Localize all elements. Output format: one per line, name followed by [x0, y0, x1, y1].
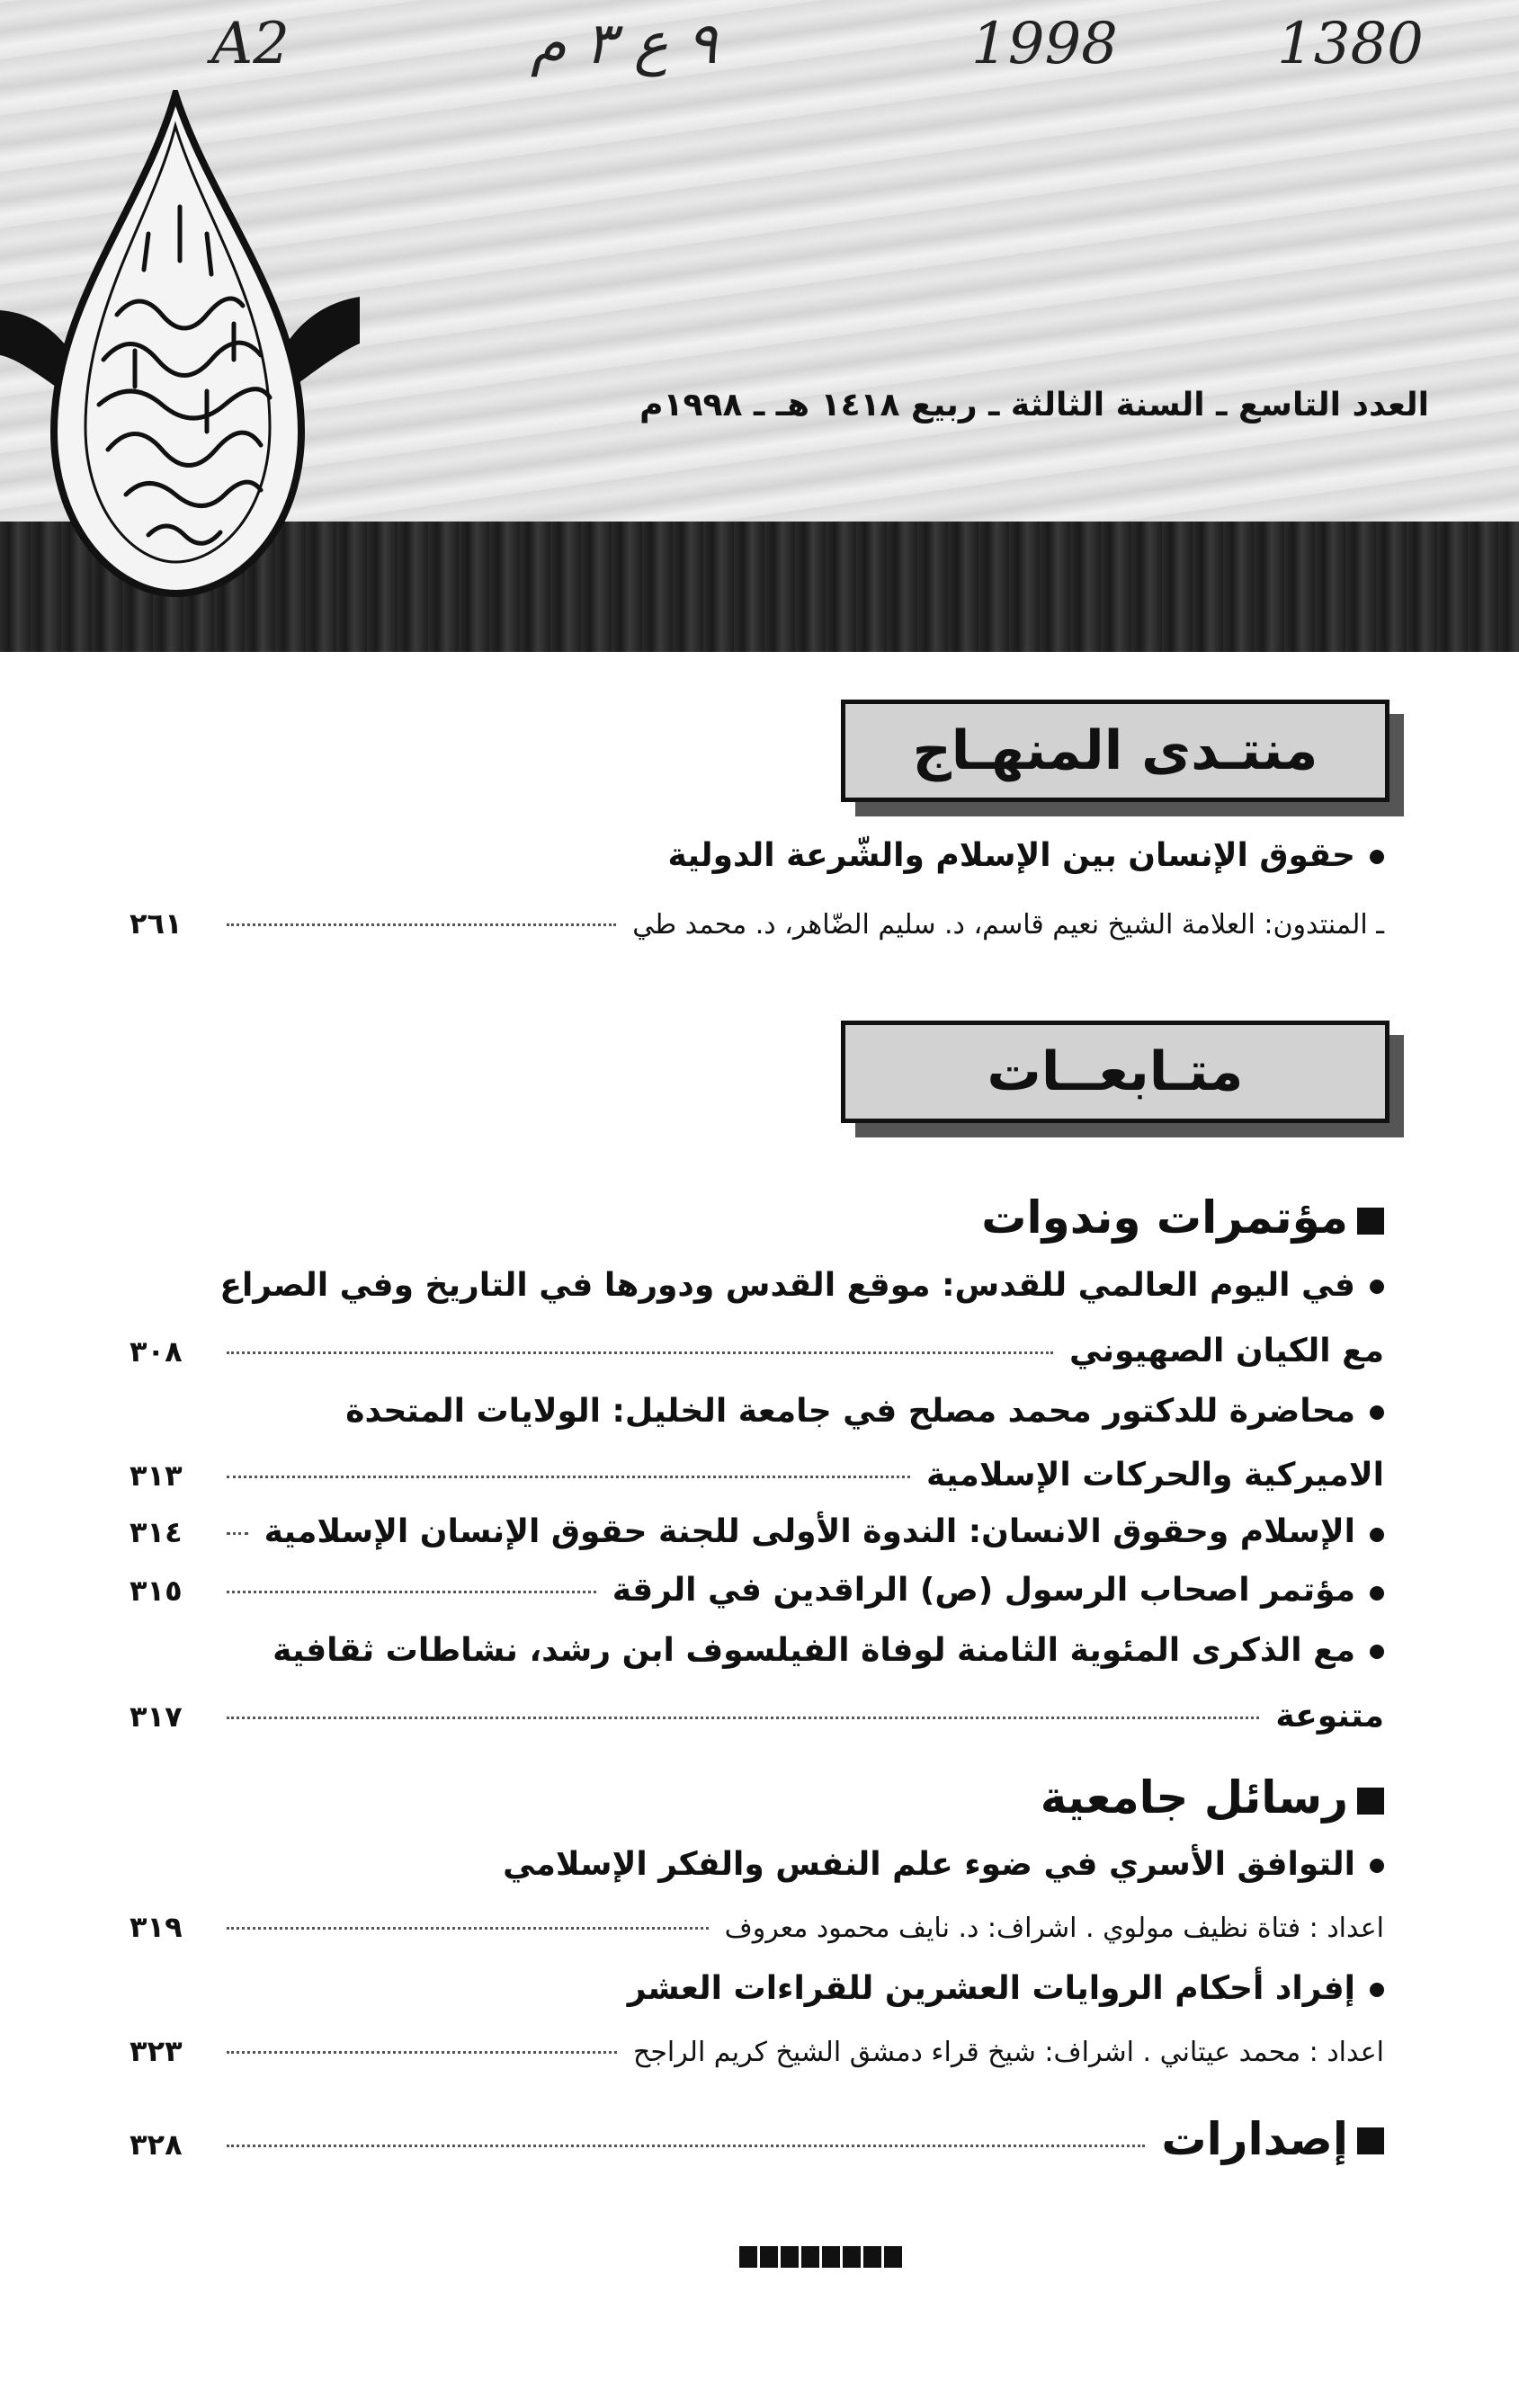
page-number: ٣٢٨ — [130, 2127, 183, 2162]
forum-item-sub: ـ المنتدون: العلامة الشيخ نعيم قاسم، د. سليم الضّاهر، د. محمد طي ٢٦١ — [130, 906, 1384, 941]
category-conferences: مؤتمرات وندوات — [981, 1191, 1384, 1244]
page-number: ٢٦١ — [130, 906, 183, 941]
page-number: ٣١٥ — [130, 1574, 183, 1608]
bullet-icon — [1370, 1645, 1384, 1659]
thesis-item-1-sub: اعداد : فتاة نظيف مولوي . اشراف: د. نايف محمود معروف ٣١٩ — [130, 1910, 1384, 1944]
conference-item-4: مؤتمر اصحاب الرسول (ص) الراقدين في الرقة ٣١٥ — [130, 1572, 1384, 1609]
section-title-forum: منتـدى المنهـاج — [841, 700, 1389, 802]
bullet-icon — [1370, 850, 1384, 864]
square-bullet-icon — [1357, 2127, 1384, 2154]
bullet-icon — [1370, 1983, 1384, 1997]
bottom-ornament — [739, 2246, 902, 2268]
thesis-item-2: إفراد أحكام الروايات العشرين للقراءات العشر — [130, 1969, 1384, 2008]
handwritten-note-year: 1998 — [971, 11, 1118, 77]
page-number: ٣١٩ — [130, 1910, 183, 1944]
square-bullet-icon — [1357, 1788, 1384, 1815]
page-number: ٣١٤ — [130, 1515, 183, 1549]
conference-item-2: محاضرة للدكتور محمد مصلح في جامعة الخليل: الولايات المتحدة — [130, 1392, 1384, 1431]
conference-item-1: في اليوم العالمي للقدس: موقع القدس ودورها في التاريخ وفي الصراع — [130, 1266, 1384, 1305]
category-theses: رسائل جامعية — [1041, 1771, 1384, 1824]
conference-item-1-cont: مع الكيان الصهيوني ٣٠٨ — [130, 1333, 1384, 1369]
conference-item-2-cont: الاميركية والحركات الإسلامية ٣١٣ — [130, 1457, 1384, 1494]
page-number: ٣١٧ — [130, 1699, 183, 1734]
bullet-icon — [1370, 1586, 1384, 1601]
section-title-follow-ups: متـابعــات — [841, 1021, 1389, 1123]
conference-item-5-cont: متنوعة ٣١٧ — [130, 1698, 1384, 1735]
handwritten-note-a2: A2 — [211, 11, 290, 77]
page-number: ٣١٣ — [130, 1458, 183, 1493]
thesis-item-2-sub: اعداد : محمد عيتاني . اشراف: شيخ قراء دمشق الشيخ كريم الراجح ٣٢٣ — [130, 2034, 1384, 2068]
bullet-icon — [1370, 1405, 1384, 1420]
page-number: ٣٠٨ — [130, 1334, 183, 1369]
square-bullet-icon — [1357, 1208, 1384, 1235]
category-publications: إصدارات ٣٢٨ — [130, 2113, 1384, 2165]
handwritten-note-number: 1380 — [1277, 11, 1424, 77]
handwritten-note-hijri: ٩ ع ٣ م — [531, 11, 718, 77]
bullet-icon — [1370, 1859, 1384, 1873]
issue-line: العدد التاسع ـ السنة الثالثة ـ ربيع ١٤١٨ هـ ـ ١٩٩٨م — [639, 387, 1429, 424]
bullet-icon — [1370, 1528, 1384, 1542]
page-number: ٣٢٣ — [130, 2034, 183, 2068]
bullet-icon — [1370, 1280, 1384, 1294]
conference-item-3: الإسلام وحقوق الانسان: الندوة الأولى للجنة حقوق الإنسان الإسلامية ٣١٤ — [130, 1513, 1384, 1550]
calligraphy-logo — [0, 90, 360, 629]
thesis-item-1: التوافق الأسري في ضوء علم النفس والفكر الإسلامي — [130, 1845, 1384, 1884]
conference-item-5: مع الذكرى المئوية الثامنة لوفاة الفيلسوف ابن رشد، نشاطات ثقافية — [130, 1631, 1384, 1670]
forum-item-title: حقوق الإنسان بين الإسلام والشّرعة الدولية — [130, 836, 1384, 875]
